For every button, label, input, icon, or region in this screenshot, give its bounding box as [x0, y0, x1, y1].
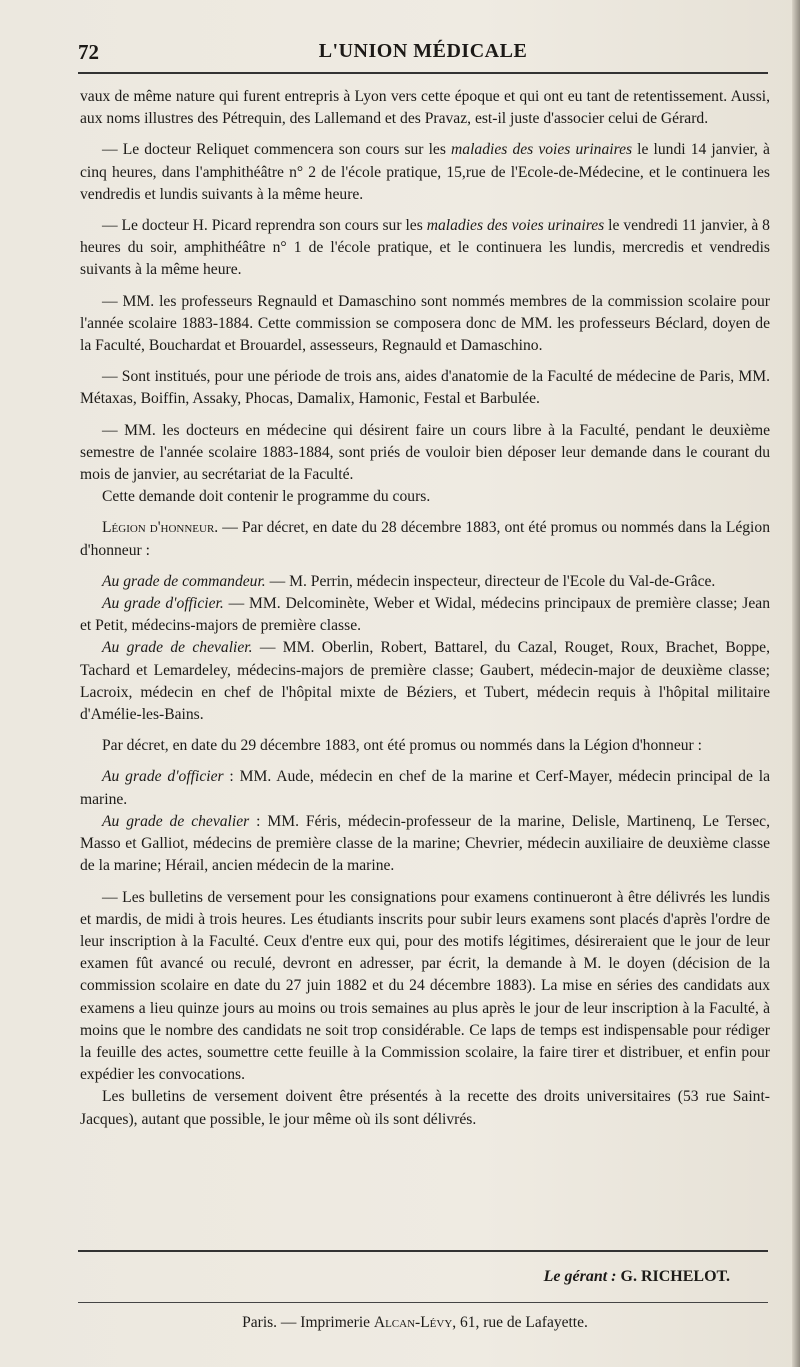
paragraph: — Sont institués, pour une période de trois ans, aides d'anatomie de la Faculté de médecine de Paris, MM. Métaxas, Boiffin, Assaky, Phocas, Damalix, Hamonic, Festal et Barbulée.: [80, 368, 770, 408]
page-number: 72: [78, 40, 99, 64]
page-edge-shadow: [792, 0, 800, 1367]
paragraph: — MM. les professeurs Regnauld et Damaschino sont nommés membres de la commission scolaire pour l'année scolaire 1883-1884. Cette commission se composera donc de MM. les professeurs Béclard, doyen de la Faculté, Bouchardat et Brouardel, assesseurs, Regnauld et Damaschino.: [80, 292, 770, 355]
paragraph: vaux de même nature qui furent entrepris à Lyon vers cette époque et qui ont eu tant de retentissement. Aussi, aux noms illustres des Pétrequin, des Lallemand et des Pravaz, est-il juste d'associer celui de Gérard.: [80, 88, 770, 128]
paragraph: Légion d'honneur. — Par décret, en date du 28 décembre 1883, ont été promus ou nommés dans la Légion d'honneur :: [80, 519, 770, 559]
signature: Le gérant : G. RICHELOT.: [543, 1268, 730, 1285]
paragraph: Au grade d'officier. — MM. Delcominète, Weber et Widal, médecins principaux de première classe; Jean et Petit, médecins-majors de première classe.: [80, 595, 770, 635]
printer-imprint: Paris. — Imprimerie Alcan-Lévy, 61, rue de Lafayette.: [242, 1314, 588, 1331]
paragraph: Au grade d'officier : MM. Aude, médecin en chef de la marine et Cerf-Mayer, médecin principal de la marine.: [80, 768, 770, 808]
paragraph: — MM. les docteurs en médecine qui désirent faire un cours libre à la Faculté, pendant le deuxième semestre de l'année scolaire 1883-1884, sont priés de vouloir bien déposer leur demande dans le courant du mois de janvier, au secrétariat de la Faculté.: [80, 421, 770, 484]
paragraph: Au grade de chevalier : MM. Féris, médecin-professeur de la marine, Delisle, Martinenq, Le Tersec, Masso et Galliot, médecins de première classe de la marine; Chevrier, médecin auxiliaire de deuxième classe de la marine; Hérail, ancien médecin de la marine.: [80, 812, 770, 875]
footer-rule: [78, 1250, 768, 1252]
imprint-rule: [78, 1302, 768, 1303]
article-body: [80, 86, 770, 1140]
paragraph: Au grade de commandeur. — M. Perrin, médecin inspecteur, directeur de l'Ecole du Val-de-Grâce.: [102, 572, 716, 590]
header-rule: [78, 72, 768, 74]
section-heading: Légion d'honneur.: [102, 519, 219, 537]
running-title: L'UNION MÉDICALE: [318, 40, 528, 62]
paragraph: Par décret, en date du 29 décembre 1883, ont été promus ou nommés dans la Légion d'honneur :: [102, 737, 702, 755]
page-header: [78, 40, 768, 68]
paragraph: — Le docteur H. Picard reprendra son cours sur les maladies des voies urinaires le vendredi 11 janvier, à 8 heures du soir, amphithéâtre n° 1 de l'école pratique, et le continuera les lundis, mercredis et vendredis suivants à la même heure.: [80, 217, 770, 279]
paragraph: — Les bulletins de versement pour les consignations pour examens continueront à être délivrés les lundis et mardis, de midi à trois heures. Les étudiants inscrits pour subir leurs examens sont placés d'après l'ordre de leur inscription à la Faculté. Ceux d'entre eux qui, pour des motifs légitimes, désireraient que le jour de leur examen fût avancé ou reculé, devront en adresser, par écrit, la demande à M. le doyen (décision de la commission scolaire en date du 27 juin 1882 et du 24 décembre 1883). La mise en séries des candidats aux examens a lieu quinze jours au moins ou trois semaines au plus après le jour de leur inscription à la Faculté, à moins que le nombre des candidats ne soit trop considérable. Ce laps de temps est indispensable pour rédiger la feuille des actes, soumettre cette feuille à la Commission scolaire, la faire tirer et distribuer, et enfin pour expédier les convocations.: [80, 888, 770, 1084]
paragraph: Cette demande doit contenir le programme du cours.: [102, 488, 431, 506]
paragraph: Les bulletins de versement doivent être présentés à la recette des droits universitaires (53 rue Saint-Jacques), autant que possible, le jour même où ils sont délivrés.: [80, 1088, 770, 1128]
paragraph: — Le docteur Reliquet commencera son cours sur les maladies des voies urinaires le lundi 14 janvier, à cinq heures, dans l'amphithéâtre n° 2 de l'école pratique, 15,rue de l'Ecole-de-Médecine, et le continuera les vendredis et lundis suivants à la même heure.: [80, 141, 770, 203]
paragraph: Au grade de chevalier. — MM. Oberlin, Robert, Battarel, du Cazal, Rouget, Roux, Brachet, Boppe, Tachard et Lemardeley, médecins-majors de première classe; Gaubert, médecin-major de deuxième classe; Lacroix, médecin en chef de l'hôpital mixte de Béziers, et Tubert, médecin requis à l'hôpital militaire d'Amélie-les-Bains.: [80, 639, 770, 724]
